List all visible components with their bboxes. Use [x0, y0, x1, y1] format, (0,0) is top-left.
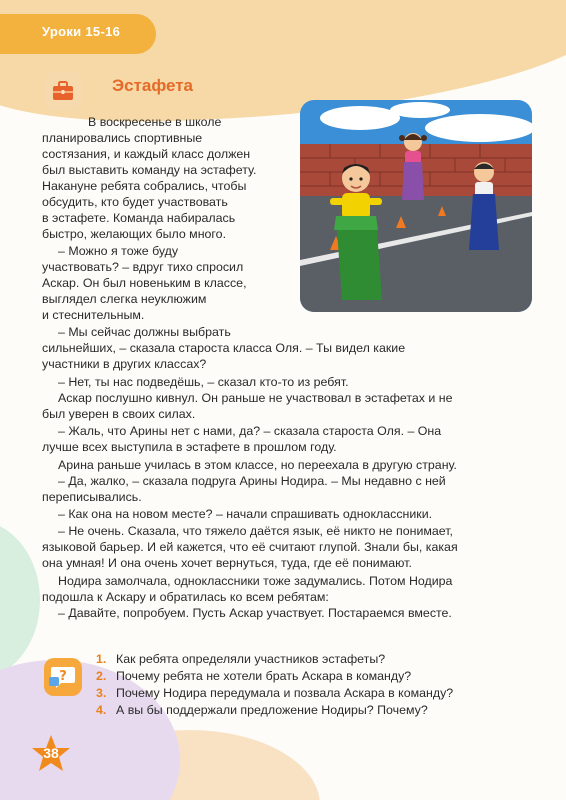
story-line: – Мы сейчас должны выбрать — [58, 325, 231, 339]
question-number: 2. — [96, 669, 107, 683]
question-text: А вы бы поддержали предложение Нодиры? Почему? — [116, 703, 428, 717]
question-text: Почему Нодира передумала и позвала Аскара в команду? — [116, 686, 454, 700]
story-line: В воскресенье в школе — [88, 115, 222, 129]
story-line: обсудить, кто будет участвовать — [42, 195, 228, 209]
background-blob — [0, 520, 40, 680]
question-item — [96, 702, 428, 718]
question-number: 4. — [96, 703, 107, 717]
story-line: был выставить команду на эстафету. — [42, 163, 257, 177]
question-text: Почему ребята не хотели брать Аскара в команду? — [116, 669, 412, 683]
story-line: языковой барьер. И ей кажется, что её считают глупой. Знали бы, какая — [42, 540, 458, 554]
question-text: Как ребята определяли участников эстафеты? — [116, 652, 386, 666]
story-line: – Да, жалко, – сказала подруга Арины Нодира. – Мы недавно с ней — [58, 474, 446, 488]
story-line: Арина раньше училась в этом классе, но переехала в другую страну. — [58, 458, 457, 472]
story-line: участвовать? – вдруг тихо спросил — [42, 260, 244, 274]
story-line: в эстафете. Команда набиралась — [42, 211, 236, 225]
story-line: лучше всех выступила в эстафете в прошлом году. — [42, 440, 337, 454]
story-line: был уверен в своих силах. — [42, 407, 196, 421]
page-number-badge — [30, 734, 72, 776]
question-number: 1. — [96, 652, 107, 666]
story-line: сильнейших, – сказала староста класса Оля. – Ты видел какие — [42, 341, 406, 355]
story-line: – Жаль, что Арины нет с нами, да? – сказала староста Оля. – Она — [58, 424, 442, 438]
story-line: – Не очень. Сказала, что тяжело даётся язык, её никто не понимает, — [58, 524, 454, 538]
story-line: – Давайте, попробуем. Пусть Аскар участвует. Постараемся вместе. — [58, 606, 452, 620]
story-line: – Можно я тоже буду — [58, 244, 179, 258]
lesson-label: Уроки 15-16 — [42, 24, 121, 39]
briefcase-icon — [44, 72, 82, 110]
story-line: Аскар. Он был новеньким в классе, — [42, 276, 247, 290]
story-line: Накануне ребята собрались, чтобы — [42, 179, 247, 193]
story-line: она умная! И она очень хочет вернуться, туда, где её понимают. — [42, 556, 412, 570]
story-line: подошла к Аскару и обратилась ко всем ребятам: — [42, 590, 329, 604]
story-line: состязания, и каждый класс должен — [42, 147, 251, 161]
question-item — [96, 668, 411, 684]
question-item — [96, 685, 453, 701]
story-line: Нодира замолчала, одноклассники тоже задумались. Потом Нодира — [58, 574, 453, 588]
story-line: участники в других классах? — [42, 357, 207, 371]
story-line: быстро, желающих было много. — [42, 227, 227, 241]
story-line: переписывались. — [42, 490, 142, 504]
section-title: Эстафета — [112, 76, 193, 95]
question-bubble-icon — [44, 658, 82, 696]
question-item — [96, 651, 385, 667]
story-line: планировались спортивные — [42, 131, 203, 145]
story-line: и стеснительным. — [42, 308, 145, 322]
question-number: 3. — [96, 686, 107, 700]
story-line: – Нет, ты нас подведёшь, – сказал кто-то из ребят. — [58, 375, 349, 389]
story-line: Аскар послушно кивнул. Он раньше не участвовал в эстафетах и не — [58, 391, 453, 405]
story-line: – Как она на новом месте? – начали спрашивать одноклассники. — [58, 507, 433, 521]
page-number: 38 — [43, 745, 59, 761]
svg-text:?: ? — [59, 669, 67, 684]
sack-race-illustration — [300, 100, 532, 312]
story-line: выглядел слегка неуклюжим — [42, 292, 207, 306]
